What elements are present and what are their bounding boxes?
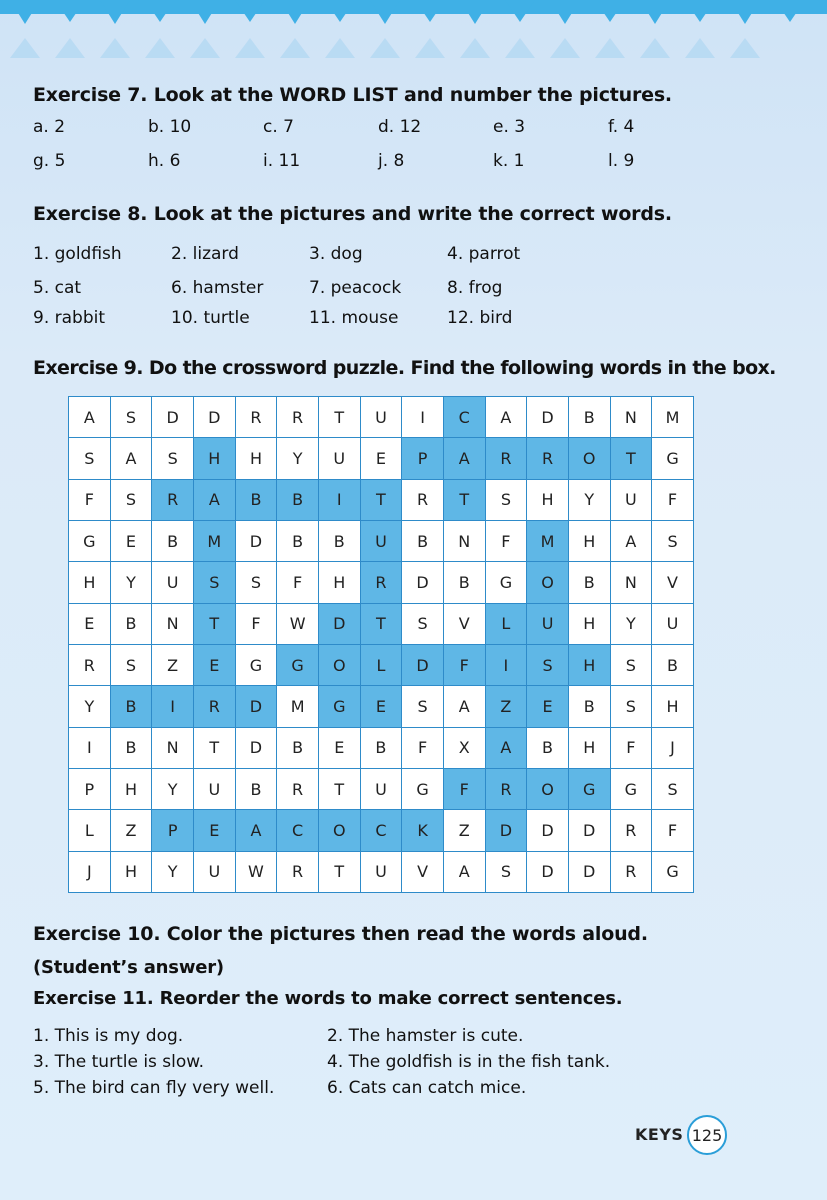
crossword-cell: G xyxy=(611,769,653,810)
crossword-cell: S xyxy=(611,686,653,727)
crossword-cell: R xyxy=(277,397,319,438)
crossword-cell: G xyxy=(236,645,278,686)
ex7-answer: d. 12 xyxy=(378,117,422,137)
exercise-7-title: Exercise 7. Look at the WORD LIST and number the pictures. xyxy=(33,84,672,106)
crossword-cell: G xyxy=(319,686,361,727)
crossword-cell: E xyxy=(319,728,361,769)
crossword-cell: G xyxy=(69,521,111,562)
page-number: 125 xyxy=(687,1115,727,1155)
crossword-cell: M xyxy=(527,521,569,562)
crossword-cell: D xyxy=(569,810,611,851)
crossword-cell: G xyxy=(486,562,528,603)
crossword-cell: L xyxy=(69,810,111,851)
crossword-cell: I xyxy=(69,728,111,769)
crossword-cell: C xyxy=(444,397,486,438)
crossword-cell: T xyxy=(319,769,361,810)
crossword-cell: R xyxy=(361,562,403,603)
ex11-answer: 1. This is my dog. xyxy=(33,1026,184,1046)
crossword-cell: C xyxy=(361,810,403,851)
crossword-cell: B xyxy=(361,728,403,769)
crossword-cell: A xyxy=(111,438,153,479)
zigzag-border-decoration xyxy=(0,0,827,60)
crossword-cell: G xyxy=(277,645,319,686)
crossword-cell: O xyxy=(527,562,569,603)
ex7-answer: j. 8 xyxy=(378,151,405,171)
ex11-answer: 4. The goldfish is in the fish tank. xyxy=(327,1052,611,1072)
crossword-cell: D xyxy=(527,852,569,893)
crossword-cell: A xyxy=(236,810,278,851)
crossword-cell: G xyxy=(569,769,611,810)
crossword-cell: H xyxy=(652,686,694,727)
ex11-answer: 5. The bird can fly very well. xyxy=(33,1078,275,1098)
crossword-cell: T xyxy=(361,480,403,521)
ex11-answer: 3. The turtle is slow. xyxy=(33,1052,205,1072)
crossword-cell: H xyxy=(569,728,611,769)
crossword-cell: Y xyxy=(152,852,194,893)
crossword-cell: S xyxy=(111,645,153,686)
crossword-cell: F xyxy=(69,480,111,521)
crossword-cell: W xyxy=(236,852,278,893)
crossword-cell: R xyxy=(611,810,653,851)
crossword-cell: S xyxy=(527,645,569,686)
crossword-cell: U xyxy=(194,769,236,810)
crossword-cell: S xyxy=(69,438,111,479)
crossword-cell: I xyxy=(486,645,528,686)
crossword-cell: B xyxy=(111,728,153,769)
crossword-cell: E xyxy=(194,645,236,686)
crossword-cell: R xyxy=(402,480,444,521)
ex8-answer: 3. dog xyxy=(309,244,363,264)
crossword-cell: O xyxy=(569,438,611,479)
crossword-cell: J xyxy=(69,852,111,893)
crossword-cell: F xyxy=(652,480,694,521)
crossword-cell: U xyxy=(361,852,403,893)
crossword-cell: R xyxy=(277,769,319,810)
crossword-cell: J xyxy=(652,728,694,769)
crossword-grid xyxy=(68,396,694,893)
crossword-cell: A xyxy=(486,397,528,438)
crossword-cell: R xyxy=(486,438,528,479)
crossword-cell: S xyxy=(402,686,444,727)
crossword-cell: N xyxy=(444,521,486,562)
crossword-cell: V xyxy=(444,604,486,645)
crossword-cell: N xyxy=(611,562,653,603)
crossword-cell: S xyxy=(236,562,278,603)
ex7-answer: b. 10 xyxy=(148,117,192,137)
crossword-cell: S xyxy=(486,852,528,893)
crossword-cell: A xyxy=(69,397,111,438)
crossword-cell: D xyxy=(402,645,444,686)
crossword-cell: B xyxy=(111,604,153,645)
crossword-cell: Y xyxy=(611,604,653,645)
crossword-cell: S xyxy=(111,397,153,438)
crossword-cell: E xyxy=(194,810,236,851)
crossword-cell: R xyxy=(277,852,319,893)
crossword-cell: K xyxy=(402,810,444,851)
crossword-cell: E xyxy=(69,604,111,645)
crossword-cell: U xyxy=(361,521,403,562)
crossword-cell: N xyxy=(611,397,653,438)
crossword-cell: Z xyxy=(444,810,486,851)
crossword-cell: U xyxy=(527,604,569,645)
crossword-cell: D xyxy=(236,728,278,769)
crossword-cell: Y xyxy=(69,686,111,727)
crossword-cell: Z xyxy=(486,686,528,727)
crossword-cell: I xyxy=(319,480,361,521)
crossword-cell: B xyxy=(152,521,194,562)
crossword-cell: T xyxy=(611,438,653,479)
crossword-cell: S xyxy=(652,521,694,562)
crossword-cell: S xyxy=(486,480,528,521)
crossword-cell: B xyxy=(569,686,611,727)
crossword-cell: D xyxy=(236,686,278,727)
crossword-cell: D xyxy=(236,521,278,562)
crossword-cell: I xyxy=(402,397,444,438)
crossword-cell: R xyxy=(486,769,528,810)
ex8-answer: 8. frog xyxy=(447,278,503,298)
crossword-cell: T xyxy=(361,604,403,645)
crossword-cell: B xyxy=(111,686,153,727)
crossword-cell: B xyxy=(236,480,278,521)
crossword-cell: B xyxy=(236,769,278,810)
crossword-cell: A xyxy=(444,686,486,727)
crossword-cell: B xyxy=(277,728,319,769)
crossword-cell: U xyxy=(194,852,236,893)
crossword-cell: G xyxy=(402,769,444,810)
crossword-cell: B xyxy=(277,480,319,521)
crossword-cell: H xyxy=(111,852,153,893)
crossword-cell: L xyxy=(361,645,403,686)
crossword-cell: T xyxy=(319,852,361,893)
crossword-cell: B xyxy=(277,521,319,562)
crossword-cell: B xyxy=(527,728,569,769)
ex8-answer: 6. hamster xyxy=(171,278,264,298)
ex8-answer: 9. rabbit xyxy=(33,308,106,328)
ex7-answer: l. 9 xyxy=(608,151,635,171)
crossword-cell: R xyxy=(527,438,569,479)
crossword-cell: H xyxy=(569,645,611,686)
crossword-cell: E xyxy=(111,521,153,562)
crossword-cell: T xyxy=(444,480,486,521)
crossword-cell: B xyxy=(444,562,486,603)
crossword-cell: S xyxy=(652,769,694,810)
crossword-cell: D xyxy=(486,810,528,851)
ex7-answer: g. 5 xyxy=(33,151,66,171)
crossword-cell: H xyxy=(569,521,611,562)
crossword-cell: L xyxy=(486,604,528,645)
exercise-11-title: Exercise 11. Reorder the words to make correct sentences. xyxy=(33,988,623,1009)
crossword-cell: H xyxy=(319,562,361,603)
crossword-cell: Z xyxy=(152,645,194,686)
ex7-answer: c. 7 xyxy=(263,117,294,137)
crossword-cell: F xyxy=(444,645,486,686)
crossword-cell: R xyxy=(152,480,194,521)
crossword-cell: U xyxy=(361,397,403,438)
crossword-cell: X xyxy=(444,728,486,769)
crossword-cell: O xyxy=(527,769,569,810)
crossword-cell: V xyxy=(652,562,694,603)
exercise-10-title: Exercise 10. Color the pictures then read the words aloud. xyxy=(33,923,648,945)
ex7-answer: e. 3 xyxy=(493,117,526,137)
ex7-answer: f. 4 xyxy=(608,117,635,137)
crossword-cell: Y xyxy=(111,562,153,603)
crossword-cell: A xyxy=(444,852,486,893)
crossword-cell: F xyxy=(236,604,278,645)
ex11-answer: 2. The hamster is cute. xyxy=(327,1026,524,1046)
crossword-cell: A xyxy=(486,728,528,769)
ex8-answer: 1. goldfish xyxy=(33,244,122,264)
crossword-cell: V xyxy=(402,852,444,893)
crossword-cell: B xyxy=(569,397,611,438)
crossword-cell: O xyxy=(319,810,361,851)
ex7-answer: k. 1 xyxy=(493,151,525,171)
crossword-cell: D xyxy=(402,562,444,603)
crossword-cell: T xyxy=(319,397,361,438)
crossword-cell: I xyxy=(152,686,194,727)
crossword-cell: A xyxy=(611,521,653,562)
crossword-cell: H xyxy=(569,604,611,645)
crossword-cell: B xyxy=(569,562,611,603)
crossword-cell: E xyxy=(527,686,569,727)
crossword-cell: P xyxy=(69,769,111,810)
crossword-cell: R xyxy=(611,852,653,893)
crossword-cell: S xyxy=(611,645,653,686)
crossword-cell: H xyxy=(69,562,111,603)
crossword-cell: R xyxy=(194,686,236,727)
exercise-10-answer: (Student’s answer) xyxy=(33,957,224,978)
crossword-cell: M xyxy=(652,397,694,438)
crossword-cell: B xyxy=(402,521,444,562)
crossword-cell: G xyxy=(652,438,694,479)
crossword-cell: Y xyxy=(152,769,194,810)
crossword-cell: G xyxy=(652,852,694,893)
crossword-cell: P xyxy=(402,438,444,479)
crossword-cell: R xyxy=(69,645,111,686)
crossword-cell: N xyxy=(152,728,194,769)
crossword-cell: D xyxy=(319,604,361,645)
crossword-cell: R xyxy=(236,397,278,438)
crossword-cell: M xyxy=(277,686,319,727)
crossword-cell: N xyxy=(152,604,194,645)
crossword-cell: D xyxy=(527,810,569,851)
crossword-cell: E xyxy=(361,438,403,479)
crossword-cell: H xyxy=(236,438,278,479)
ex8-answer: 7. peacock xyxy=(309,278,402,298)
crossword-cell: O xyxy=(319,645,361,686)
exercise-9-title: Exercise 9. Do the crossword puzzle. Find the following words in the box. xyxy=(33,357,776,379)
crossword-cell: T xyxy=(194,604,236,645)
crossword-cell: U xyxy=(152,562,194,603)
crossword-cell: E xyxy=(361,686,403,727)
crossword-cell: S xyxy=(111,480,153,521)
crossword-cell: A xyxy=(444,438,486,479)
crossword-cell: H xyxy=(111,769,153,810)
ex7-answer: i. 11 xyxy=(263,151,301,171)
crossword-cell: B xyxy=(652,645,694,686)
crossword-cell: F xyxy=(486,521,528,562)
ex8-answer: 10. turtle xyxy=(171,308,250,328)
crossword-cell: F xyxy=(611,728,653,769)
crossword-cell: S xyxy=(152,438,194,479)
crossword-cell: Y xyxy=(277,438,319,479)
crossword-cell: D xyxy=(152,397,194,438)
crossword-cell: T xyxy=(194,728,236,769)
crossword-cell: H xyxy=(194,438,236,479)
crossword-cell: B xyxy=(319,521,361,562)
crossword-cell: C xyxy=(277,810,319,851)
ex8-answer: 4. parrot xyxy=(447,244,521,264)
ex8-answer: 2. lizard xyxy=(171,244,239,264)
crossword-cell: H xyxy=(527,480,569,521)
crossword-cell: U xyxy=(361,769,403,810)
ex8-answer: 5. cat xyxy=(33,278,82,298)
crossword-cell: F xyxy=(402,728,444,769)
crossword-cell: S xyxy=(194,562,236,603)
crossword-cell: U xyxy=(319,438,361,479)
exercise-8-title: Exercise 8. Look at the pictures and write the correct words. xyxy=(33,203,672,225)
crossword-cell: S xyxy=(402,604,444,645)
crossword-cell: D xyxy=(527,397,569,438)
crossword-cell: U xyxy=(611,480,653,521)
ex7-answer: a. 2 xyxy=(33,117,66,137)
ex11-answer: 6. Cats can catch mice. xyxy=(327,1078,527,1098)
crossword-cell: U xyxy=(652,604,694,645)
crossword-cell: Z xyxy=(111,810,153,851)
crossword-cell: A xyxy=(194,480,236,521)
crossword-cell: M xyxy=(194,521,236,562)
crossword-cell: D xyxy=(194,397,236,438)
crossword-cell: Y xyxy=(569,480,611,521)
crossword-cell: D xyxy=(569,852,611,893)
crossword-cell: F xyxy=(444,769,486,810)
crossword-cell: P xyxy=(152,810,194,851)
ex7-answer: h. 6 xyxy=(148,151,181,171)
crossword-cell: W xyxy=(277,604,319,645)
crossword-cell: F xyxy=(277,562,319,603)
ex8-answer: 11. mouse xyxy=(309,308,399,328)
crossword-cell: F xyxy=(652,810,694,851)
ex8-answer: 12. bird xyxy=(447,308,513,328)
keys-label: KEYS xyxy=(635,1125,684,1144)
